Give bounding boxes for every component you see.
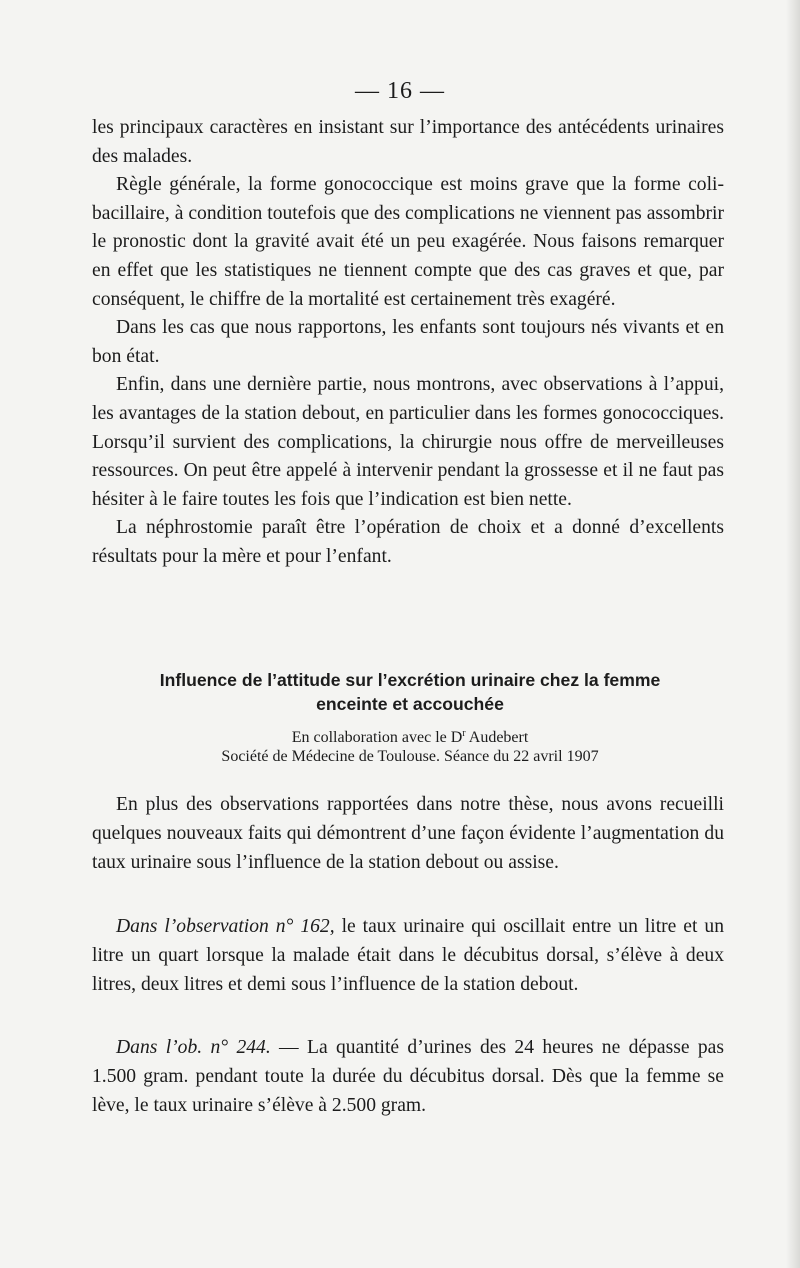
paragraph: Règle générale, la forme gonococcique est moins grave que la forme coli-bacillaire, à condition toutefois que des complications ne viennent pas assombrir le pronostic dont la gravité avait été un peu exagérée. Nous faisons remarquer en effet que les statistiques ne tiennent compte que des cas graves et que, par conséquent, le chiffre de la mortalité est certainement très exagéré.	[92, 174, 724, 310]
observation-label: Dans l’observation n° 162,	[116, 916, 335, 937]
section-2-intro	[92, 791, 724, 877]
paragraph	[92, 1033, 724, 1120]
section-1-text	[92, 114, 724, 572]
observation-244	[92, 1033, 724, 1120]
paragraph: Enfin, dans une dernière partie, nous montrons, avec observations à l’appui, les avantages de la station debout, en particulier dans les formes gonococciques. Lorsqu’il survient des complications, la chirurgie nous offre de merveilleuses ressources. On peut être appelé à intervenir pendant la grossesse et il ne faut pas hésiter à le faire toutes les fois que l’indication est bien nette.	[92, 374, 724, 510]
page-edge-shadow	[786, 0, 800, 1268]
section-title	[80, 668, 740, 716]
observation-text: — La quantité d’urines des 24 heures ne dépasse pas 1.500 gram. pendant toute la durée du décubitus dorsal. Dès que la femme se lève, le taux urinaire s’élève à 2.500 gram.	[92, 1037, 724, 1116]
observation-label: Dans l’ob. n° 244.	[116, 1037, 271, 1058]
collaboration-name: Audebert	[465, 729, 529, 746]
paragraph: La néphrostomie paraît être l’opération de choix et a donné d’excellents résultats pour la mère et pour l’enfant.	[92, 517, 724, 567]
society-note: Société de Médecine de Toulouse. Séance du 22 avril 1907	[221, 748, 599, 765]
collaboration-prefix: En collaboration avec le D	[291, 729, 463, 746]
section-title-line-2: enceinte et accouchée	[316, 694, 504, 714]
paragraph: les principaux caractères en insistant sur l’importance des antécédents urinaires des malades.	[92, 117, 724, 167]
observation-162	[92, 912, 724, 999]
page-number: — 16 —	[355, 78, 445, 104]
paragraph	[92, 912, 724, 999]
observation-text: le taux urinaire qui oscillait entre un litre et un litre un quart lorsque la malade était dans le décubitus dorsal, s’élève à deux litres, deux litres et demi sous l’influence de la station debout.	[92, 916, 724, 995]
collaboration-sup: r	[462, 728, 466, 739]
section-title-line-1: Influence de l’attitude sur l’excrétion urinaire chez la femme	[159, 670, 661, 690]
paragraph: Dans les cas que nous rapportons, les enfants sont toujours nés vivants et en bon état.	[92, 317, 724, 367]
paragraph: En plus des observations rapportées dans notre thèse, nous avons recueilli quelques nouveaux faits qui démontrent d’une façon évidente l’augmentation du taux urinaire sous l’influence de la station debout ou assise.	[92, 794, 724, 873]
